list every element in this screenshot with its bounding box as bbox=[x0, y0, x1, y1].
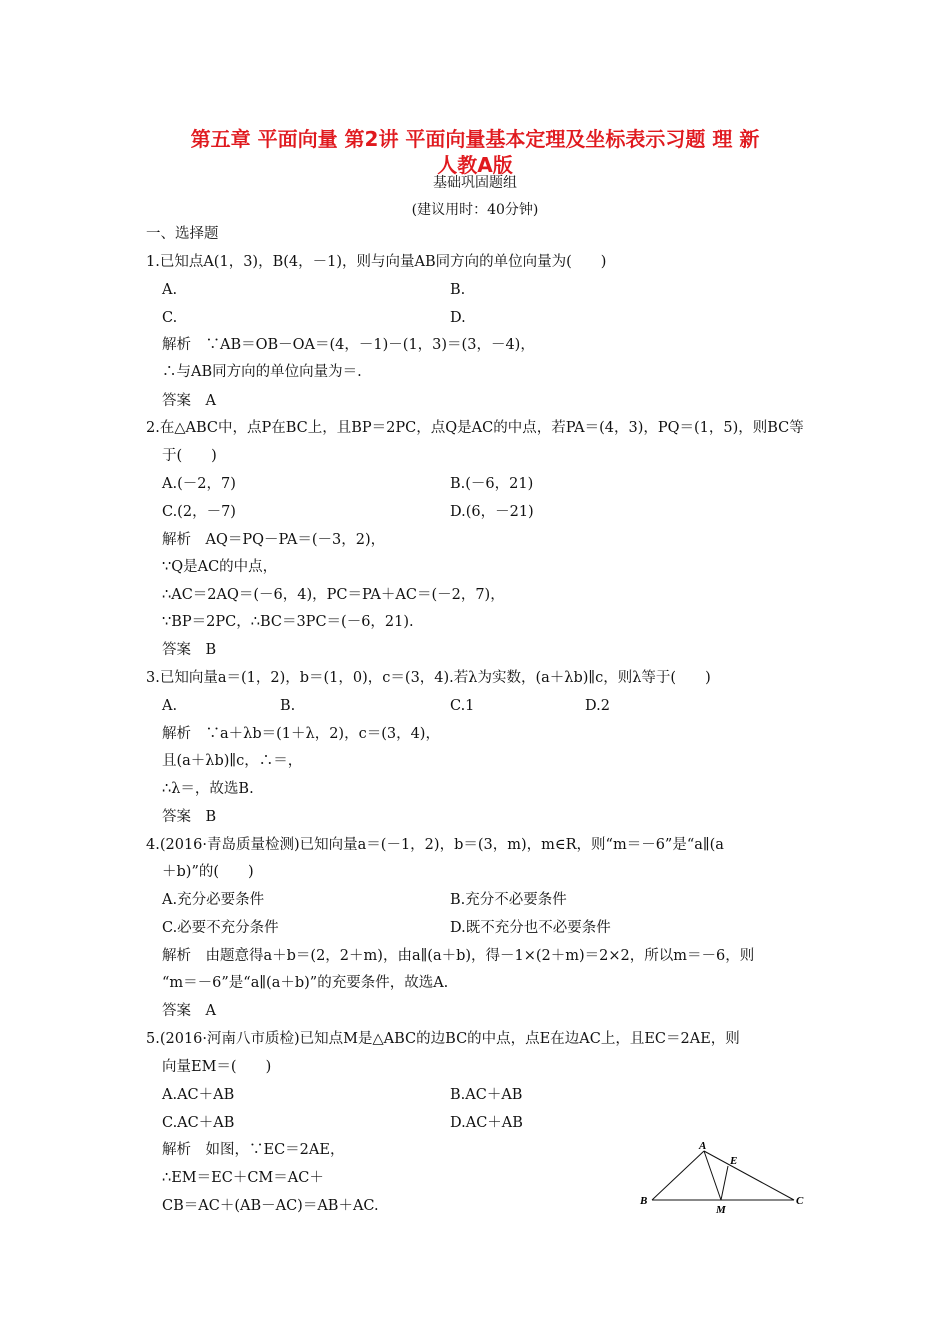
q1-solution-line2: ∴与AB同方向的单位向量为＝. bbox=[162, 364, 362, 380]
q2-solution-line1: 解析 AQ＝PQ－PA＝(－3，2)， bbox=[162, 532, 386, 548]
q4-option-d: D.既不充分也不必要条件 bbox=[450, 920, 611, 936]
section-heading: 一、选择题 bbox=[146, 226, 219, 242]
q5-stem-line1: 5.(2016·河南八市质检)已知点M是△ABC的边BC的中点，点E在边AC上，且EC＝2AE，则 bbox=[146, 1031, 740, 1047]
q4-option-b: B.充分不必要条件 bbox=[450, 892, 567, 908]
q2-option-b: B.(－6，21) bbox=[450, 476, 534, 492]
q2-option-a: A.(－2，7) bbox=[162, 476, 236, 492]
q2-stem-line1: 2.在△ABC中，点P在BC上，且BP＝2PC，点Q是AC的中点，若PA＝(4，3)，PQ＝(1，5)，则BC等 bbox=[146, 420, 804, 436]
q1-option-b: B. bbox=[450, 282, 466, 298]
side-ac bbox=[704, 1151, 794, 1200]
q4-stem-line2: ＋b)”的( ) bbox=[162, 864, 254, 880]
q3-answer: 答案 B bbox=[162, 809, 217, 825]
q4-option-c: C.必要不充分条件 bbox=[162, 920, 279, 936]
q4-solution-line2: “m＝－6”是“a∥(a＋b)”的充要条件，故选A. bbox=[162, 975, 449, 991]
q2-stem-line2: 于( ) bbox=[162, 448, 217, 464]
q4-option-a: A.充分必要条件 bbox=[162, 892, 265, 908]
q3-option-c: C.1 bbox=[450, 698, 475, 714]
q1-stem: 1.已知点A(1，3)，B(4，－1)，则与向量AB同方向的单位向量为( ) bbox=[146, 254, 607, 270]
q4-stem-line1: 4.(2016·青岛质量检测)已知向量a＝(－1，2)，b＝(3，m)，m∈R，则“m＝－6”是“a∥(a bbox=[146, 837, 724, 853]
q3-solution-line3: ∴λ＝，故选B. bbox=[162, 781, 254, 797]
q3-solution-line2: 且(a＋λb)∥c，∴＝， bbox=[162, 753, 303, 769]
q4-solution-line1: 解析 由题意得a＋b＝(2，2＋m)，由a∥(a＋b)，得－1×(2＋m)＝2×2，所以m＝－6，则 bbox=[162, 948, 755, 964]
q3-stem: 3.已知向量a＝(1，2)，b＝(1，0)，c＝(3，4).若λ为实数，(a＋λb)∥c，则λ等于( ) bbox=[146, 670, 711, 686]
label-a: A bbox=[699, 1140, 707, 1152]
q5-option-a: A.AC＋AB bbox=[162, 1087, 235, 1103]
q5-stem-line2: 向量EM＝( ) bbox=[162, 1059, 272, 1075]
q1-option-c: C. bbox=[162, 310, 178, 326]
q1-option-d: D. bbox=[450, 310, 466, 326]
q5-solution-line3: CB＝AC＋(AB－AC)＝AB＋AC. bbox=[162, 1198, 379, 1214]
q4-answer: 答案 A bbox=[162, 1003, 216, 1019]
q3-option-b: B. bbox=[280, 698, 296, 714]
q2-option-d: D.(6，－21) bbox=[450, 504, 534, 520]
q5-option-b: B.AC＋AB bbox=[450, 1087, 523, 1103]
q2-option-c: C.(2，－7) bbox=[162, 504, 236, 520]
q5-solution-line1: 解析 如图，∵EC＝2AE， bbox=[162, 1142, 345, 1158]
doc-title bbox=[120, 126, 830, 178]
label-m: M bbox=[716, 1204, 726, 1216]
time-note: (建议用时：40分钟) bbox=[411, 202, 539, 218]
side-ab bbox=[652, 1151, 704, 1200]
q1-option-a: A. bbox=[162, 282, 178, 298]
q1-solution-line1: 解析 ∵AB＝OB－OA＝(4，－1)－(1，3)＝(3，－4)， bbox=[162, 337, 535, 353]
label-e: E bbox=[730, 1155, 738, 1167]
q5-option-c: C.AC＋AB bbox=[162, 1115, 235, 1131]
q3-option-d: D.2 bbox=[585, 698, 610, 714]
label-c: C bbox=[796, 1195, 804, 1207]
q2-solution-line4: ∵BP＝2PC，∴BC＝3PC＝(－6，21). bbox=[162, 614, 414, 630]
q2-solution-line3: ∴AC＝2AQ＝(－6，4)，PC＝PA＋AC＝(－2，7)， bbox=[162, 587, 505, 603]
q2-answer: 答案 B bbox=[162, 642, 217, 658]
q3-option-a: A. bbox=[162, 698, 178, 714]
q5-triangle-figure bbox=[630, 1138, 810, 1218]
q5-solution-line2: ∴EM＝EC＋CM＝AC＋ bbox=[162, 1170, 324, 1186]
label-b: B bbox=[640, 1195, 648, 1207]
doc-title-line1: 第五章 平面向量 第2讲 平面向量基本定理及坐标表示习题 理 新 bbox=[190, 127, 760, 151]
q3-solution-line1: 解析 ∵a＋λb＝(1＋λ，2)，c＝(3，4)， bbox=[162, 726, 440, 742]
subtitle: 基础巩固题组 bbox=[433, 175, 517, 191]
segment-em bbox=[721, 1166, 728, 1200]
q5-option-d: D.AC＋AB bbox=[450, 1115, 523, 1131]
q2-solution-line2: ∵Q是AC的中点， bbox=[162, 559, 278, 575]
q1-answer: 答案 A bbox=[162, 393, 216, 409]
doc-title-line2: 人教A版 bbox=[437, 153, 513, 177]
